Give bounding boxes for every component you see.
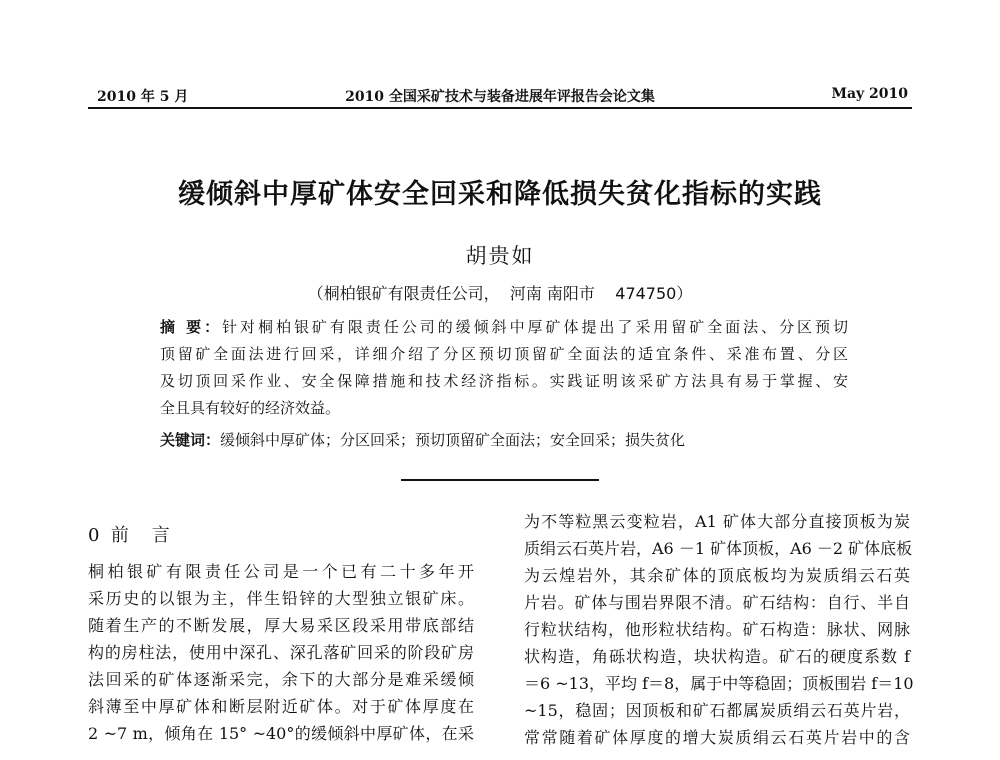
keywords	[160, 429, 685, 450]
left-column	[88, 558, 474, 747]
keywords-text: 缓倾斜中厚矿体；分区回采；预切顶留矿全面法；安全回采；损失贫化	[220, 431, 686, 449]
body-line: 随着生产的不断发展，厚大易采区段采用带底部结	[88, 616, 474, 635]
body-line: 状构造，角砾状构造，块状构造。矿石的硬度系数 f	[524, 647, 910, 666]
right-column	[524, 508, 914, 751]
body-line: ~15，稳固；因顶板和矿石都属炭质绢云石英片岩，	[524, 701, 910, 720]
section-divider	[401, 479, 599, 481]
body-line: 为不等粒黑云变粒岩，A1 矿体大部分直接顶板为炭	[524, 512, 910, 531]
body-line: 片岩。矿体与围岩界限不清。矿石结构：自行、半自	[524, 593, 910, 612]
abstract-line: 顶留矿全面法进行回采，详细介绍了分区预切顶留矿全面法的适宜条件、采准布置、分区	[160, 345, 848, 363]
abstract-line: 摘 要：针对桐柏银矿有限责任公司的缓倾斜中厚矿体提出了采用留矿全面法、分区预切	[160, 318, 848, 336]
body-line: 法回采的矿体逐渐采完，余下的大部分是难采缓倾	[88, 670, 474, 689]
author: 胡贵如	[465, 244, 535, 268]
body-line: 行粒状结构，他形粒状结构。矿石构造：脉状、网脉	[524, 620, 910, 639]
section-heading: 0 前 言	[88, 525, 170, 546]
body-line: 桐柏银矿有限责任公司是一个已有二十多年开	[88, 562, 474, 581]
body-line: 斜薄至中厚矿体和断层附近矿体。对于矿体厚度在	[88, 697, 474, 716]
body-line: 为云煌岩外，其余矿体的顶底板均为炭质绢云石英	[524, 566, 910, 585]
body-line: 采历史的以银为主，伴生铅锌的大型独立银矿床。	[88, 589, 474, 608]
body-line: 2 ~7 m，倾角在 15° ~40°的缓倾斜中厚矿体，在采	[88, 724, 474, 743]
body-line: ＝6 ~13，平均 f＝8，属于中等稳固；顶板围岩 f＝10	[524, 674, 914, 693]
running-header-date: 2010 年 5 月	[97, 89, 189, 105]
header-rule	[88, 107, 912, 109]
abstract	[160, 314, 848, 422]
paper-title: 缓倾斜中厚矿体安全回采和降低损失贫化指标的实践	[178, 179, 822, 210]
body-line: 质绢云石英片岩，A6 －1 矿体顶板，A6 －2 矿体底板	[524, 539, 913, 558]
abstract-label: 摘 要：	[160, 318, 223, 336]
body-line: 构的房柱法，使用中深孔、深孔落矿回采的阶段矿房	[88, 643, 474, 662]
keywords-label: 关键词：	[160, 431, 221, 449]
abstract-line: 全且具有较好的经济效益。	[160, 399, 341, 417]
running-header-date-en: May 2010	[831, 86, 908, 102]
running-header-proceedings: 2010 全国采矿技术与装备进展年评报告会论文集	[345, 89, 655, 105]
abstract-line: 及切顶回采作业、安全保障措施和技术经济指标。实践证明该采矿方法具有易于掌握、安	[160, 372, 848, 390]
affiliation: （桐柏银矿有限责任公司， 河南 南阳市 474750）	[307, 284, 693, 303]
body-line: 常常随着矿体厚度的增大炭质绢云石英片岩中的含	[524, 728, 910, 747]
